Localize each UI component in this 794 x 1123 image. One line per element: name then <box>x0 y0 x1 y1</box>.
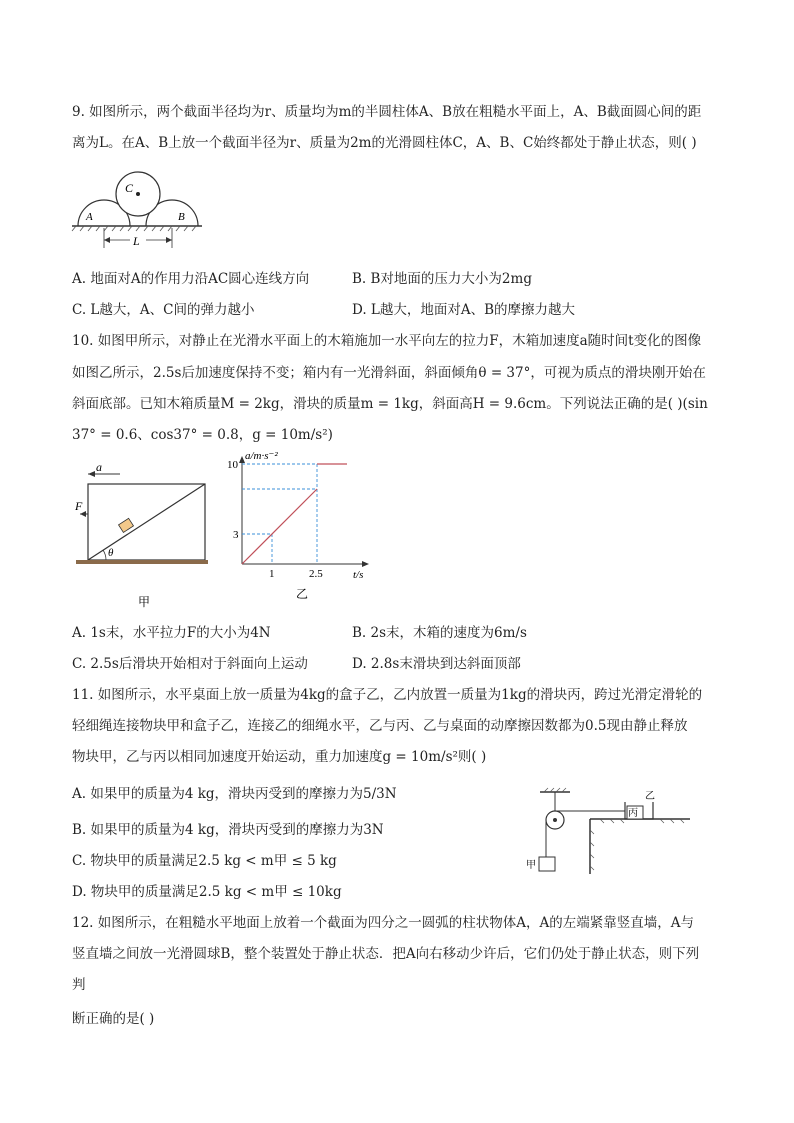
q11-option-c: C. 物块甲的质量满足2.5 kg < m甲 ≤ 5 kg <box>72 853 337 869</box>
label-theta: θ <box>108 547 114 559</box>
q10-figure-jia <box>70 460 220 610</box>
q11-option-b: B. 如果甲的质量为4 kg，滑块丙受到的摩擦力为3N <box>72 822 384 838</box>
q10-line-4: 37° = 0.6、cos37° = 0.8，g = 10m/s²) <box>72 427 333 443</box>
q10-option-a: A. 1s末，水平拉力F的大小为4N <box>72 625 271 641</box>
q9-option-a: A. 地面对A的作用力沿AC圆心连线方向 <box>72 271 310 287</box>
x-tick-1: 1 <box>269 568 275 580</box>
series-ramp <box>242 489 317 564</box>
q9-option-d: D. L越大，地面对A、B的摩擦力越大 <box>352 302 576 318</box>
block-jia <box>539 857 555 871</box>
y-tick-10: 10 <box>227 459 238 471</box>
label-c: C <box>125 181 134 195</box>
x-axis-label: t/s <box>353 569 364 581</box>
q9-option-c: C. L越大，A、C间的弹力越小 <box>72 302 255 318</box>
q12-line-1: 12. 如图所示，在粗糙水平地面上放着一个截面为四分之一圆弧的柱状物体A，A的左端紧靠竖直墙，A与 <box>72 915 695 931</box>
q9-figure <box>70 170 210 250</box>
label-a-accel: a <box>96 460 102 474</box>
q12-line-3: 判 <box>72 977 86 993</box>
label-bing: 丙 <box>628 808 638 819</box>
q11-figure <box>520 780 700 880</box>
q11-line-1: 11. 如图所示，水平桌面上放一质量为4kg的盒子乙，乙内放置一质量为1kg的滑块丙，跨过光滑定滑轮的 <box>72 687 703 703</box>
q9-line-1: 9. 如图所示，两个截面半径均为r、质量均为m的半圆柱体A、B放在粗糙水平面上，A、B截面圆心间的距 <box>72 104 702 120</box>
q11-line-2: 轻细绳连接物块甲和盒子乙，连接乙的细绳水平，乙与丙、乙与桌面的动摩擦因数都为0.5现由静止释放 <box>72 718 688 734</box>
q9-line-2: 离为L。在A、B上放一个截面半径为r、质量为2m的光滑圆柱体C，A、B、C始终都处于静止状态，则( ) <box>72 135 697 151</box>
y-tick-3: 3 <box>233 529 239 541</box>
q12-line-4: 断正确的是( ) <box>72 1011 155 1027</box>
q10-option-d: D. 2.8s末滑块到达斜面顶部 <box>352 656 521 672</box>
q10-option-c: C. 2.5s后滑块开始相对于斜面向上运动 <box>72 656 308 672</box>
q10-line-2: 如图乙所示，2.5s后加速度保持不变；箱内有一光滑斜面，斜面倾角θ = 37°，可视为质点的滑块刚开始在 <box>72 365 706 381</box>
q10-line-1: 10. 如图甲所示，对静止在光滑水平面上的木箱施加一水平向左的拉力F，木箱加速度a随时间t变化的图像 <box>72 333 702 349</box>
q10-chart-yi <box>225 452 375 612</box>
label-l: L <box>133 234 140 248</box>
q10-option-b: B. 2s末，木箱的速度为6m/s <box>352 625 527 641</box>
label-b: B <box>178 211 185 223</box>
q11-option-a: A. 如果甲的质量为4 kg，滑块丙受到的摩擦力为5/3N <box>72 786 397 802</box>
label-a: A <box>86 211 93 223</box>
caption-jia: 甲 <box>138 595 151 609</box>
caption-yi: 乙 <box>296 587 309 601</box>
label-f: F <box>75 499 83 513</box>
q9-option-b: B. B对地面的压力大小为2mg <box>352 271 532 287</box>
x-tick-2.5: 2.5 <box>309 568 323 580</box>
y-axis-label: a/m·s⁻² <box>245 450 278 462</box>
q12-line-2: 竖直墙之间放一光滑圆球B，整个装置处于静止状态．把A向右移动少许后，它们仍处于静止状态，则下列 <box>72 946 700 962</box>
q11-option-d: D. 物块甲的质量满足2.5 kg < m甲 ≤ 10kg <box>72 884 342 900</box>
label-yi: 乙 <box>645 791 655 802</box>
q11-line-3: 物块甲，乙与丙以相同加速度开始运动，重力加速度g = 10m/s²则( ) <box>72 749 487 765</box>
label-jia: 甲 <box>526 860 536 871</box>
q10-line-3: 斜面底部。已知木箱质量M = 2kg，滑块的质量m = 1kg，斜面高H = 9.6cm。下列说法正确的是( )(sin <box>72 396 708 412</box>
